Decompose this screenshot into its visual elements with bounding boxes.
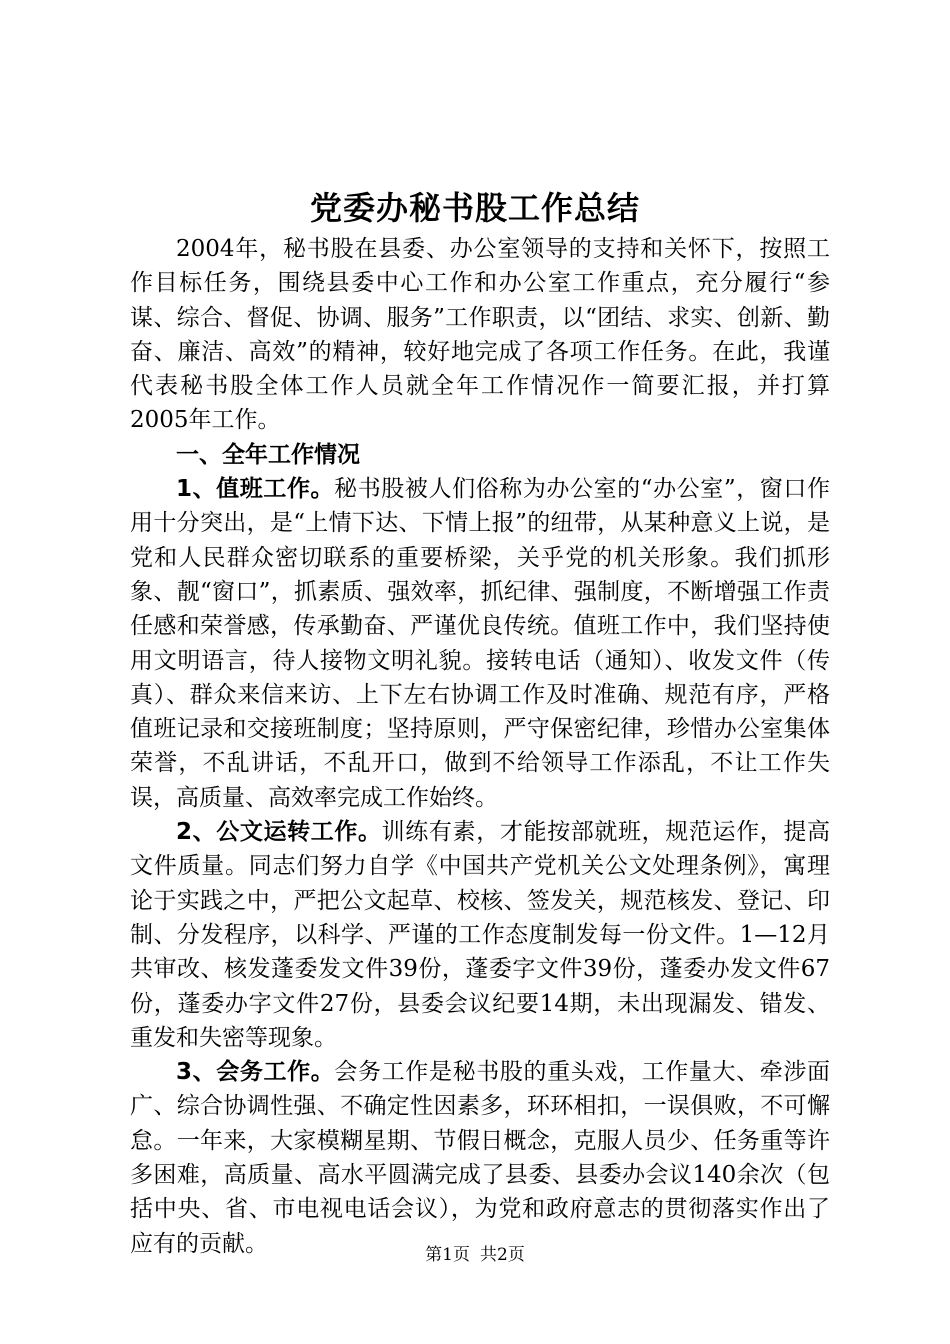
page-footer (0, 1243, 950, 1267)
item-paragraph (130, 1055, 830, 1261)
page-total: 共2页 (480, 1245, 525, 1265)
section-heading: 一、全年工作情况 (176, 441, 360, 468)
item-text: 会务工作是秘书股的重头戏，工作量大、牵涉面广、综合协调性强、不确定性因素多，环环相扣，一误俱败，不可懈怠。一年来，大家模糊星期、节假日概念，克服人员少、任务重等许多困难，高质量、高水平圆满完成了县委、县委办会议140余次（包括中央、省、市电视电话会议），为党和政府意志的贯彻落实作出了应有的贡献。 (130, 1059, 831, 1257)
item-text: 秘书股被人们俗称为办公室的“办公室”，窗口作用十分突出，是“上情下达、下情上报”的纽带，从某种意义上说，是党和人民群众密切联系的重要桥梁，关乎党的机关形象。我们抓形象、靓“窗口”，抓素质、强效率，抓纪律、强制度，不断增强工作责任感和荣誉感，传承勤奋、严谨优良传统。值班工作中，我们坚持使用文明语言，待人接物文明礼貌。接转电话（通知）、收发文件（传真）、群众来信来访、上下左右协调工作及时准确、规范有序，严格值班记录和交接班制度；坚持原则，严守保密纪律，珍惜办公室集体荣誉，不乱讲话，不乱开口，做到不给领导工作添乱，不让工作失误，高质量、高效率完成工作始终。 (130, 476, 830, 811)
item-lead: 3、会务工作。 (176, 1059, 335, 1086)
item-text: 训练有素，才能按部就班，规范运作，提高文件质量。同志们努力自学《中国共产党机关公文处理条例》，寓理论于实践之中，严把公文起草、校核、签发关，规范核发、登记、印制、分发程序，以科学、严谨的工作态度制发每一份文件。1—12月共审改、核发蓬委发文件39份，蓬委字文件39份，蓬委办发文件67份，蓬委办字文件27份，县委会议纪要14期，未出现漏发、错发、重发和失密等现象。 (130, 819, 830, 1051)
item-paragraph (130, 815, 830, 1055)
item-paragraph (130, 472, 830, 815)
page-number: 第1页 (425, 1245, 470, 1265)
document-title: 党委办秘书股工作总结 (309, 189, 640, 227)
intro-paragraph: 2004年，秘书股在县委、办公室领导的支持和关怀下，按照工作目标任务，围绕县委中心工作和办公室工作重点，充分履行“参谋、综合、督促、协调、服务”工作职责，以“团结、求实、创新、勤奋、廉洁、高效”的精神，较好地完成了各项工作任务。在此，我谨代表秘书股全体工作人员就全年工作情况作一简要汇报，并打算2005年工作。 (130, 236, 830, 434)
item-lead: 2、公文运转工作。 (176, 819, 382, 846)
document-body (130, 232, 830, 1261)
item-lead: 1、值班工作。 (176, 476, 335, 503)
